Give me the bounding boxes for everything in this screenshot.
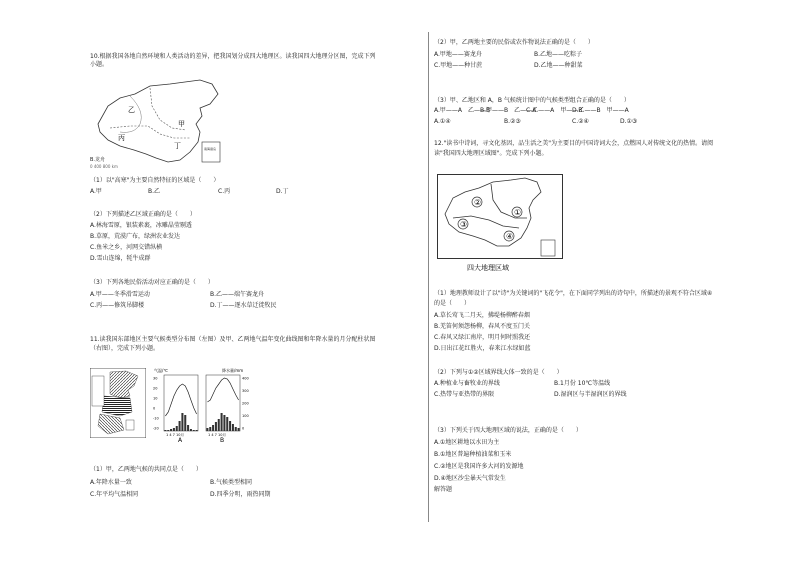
chart-b-month-axis: 1 4 7 10月 <box>208 433 226 437</box>
q10-s2-c: C.鱼米之乡，河网交错纵横 <box>90 244 163 251</box>
chart-a-bar <box>170 429 172 431</box>
mark-3: ③ <box>460 220 468 229</box>
chart-a-tick-label: -10 <box>153 416 159 421</box>
map-caption-2: 0 400 800 km <box>90 164 118 169</box>
chart-a-month-axis: 1 4 7 10月 <box>166 433 184 437</box>
chart-a-temp-curve <box>165 384 196 416</box>
climate-chart-b <box>202 366 258 444</box>
q11-s1-d: D.四季分明，雨热同期 <box>210 491 271 498</box>
q11-s3-b: B.甲——B 乙——A <box>480 107 537 114</box>
q10-s2-a: A.林海雪原，银装素裹，冰雕晶莹剔透 <box>90 222 192 229</box>
q11-stem-line1: 11.读我国东部地区主要气候类型分布图（左图）及甲、乙两地气温年变化曲线图和年降水量的月分配柱状图 <box>90 336 376 343</box>
chart-a-tick-label: 10 <box>153 396 158 401</box>
q12-s2-d: D.湿润区与半湿润区的界线 <box>554 391 627 398</box>
chart-a-bar <box>187 425 189 431</box>
q11-s3-opt-c: C.②④ <box>572 118 589 125</box>
q12-s3-stem: （3）下列关于四大地理区域的说法，正确的是（ ） <box>434 427 582 434</box>
inset-label: 南海诸岛 <box>204 147 217 151</box>
chart-b-tick-label: 0 <box>242 426 245 431</box>
q10-s3-c: C.丙——修筑吊脚楼 <box>90 302 145 309</box>
q12-stem-line2: 读"我国四大地理区域图"。完成下列小题。 <box>434 150 548 157</box>
climate-legend <box>92 376 104 406</box>
mark-2: ② <box>474 198 482 207</box>
q12-s3-b: B.①地区普遍种植油菜和玉米 <box>434 451 512 458</box>
climate-type-map <box>90 368 146 438</box>
q12-s2-c: C.热带与亚热带的界限 <box>434 391 495 398</box>
q10-s1-d: D.丁 <box>276 188 289 195</box>
chart-a-ylabel: 气温/℃ <box>154 368 168 373</box>
chart-b-bar <box>215 422 217 431</box>
q10-s3-d: D.丁——逐水草迁徙牧民 <box>210 302 277 309</box>
region-map-inset <box>541 240 555 256</box>
chart-b-bar <box>232 424 234 431</box>
chart-b-frame <box>206 375 240 431</box>
q11-s2-stem: （2）甲，乙两地主要的民俗或农作物说法正确的是（ ） <box>434 39 594 46</box>
q12-s1-a: A.草长莺飞二月天，拂堤杨柳醉春烟 <box>434 312 530 319</box>
chart-a-bar <box>167 430 169 431</box>
q10-s2-stem: （2）下列描述乙区域正确的是（ ） <box>90 211 196 218</box>
map-caption-1: B.龙舟 <box>90 157 106 163</box>
chart-b-caption: B <box>220 437 225 444</box>
chart-b-tick-label: 300 <box>242 389 249 393</box>
chart-a-bar <box>193 430 195 431</box>
chart-a-bar <box>179 421 181 431</box>
column-divider <box>428 32 429 522</box>
chart-a-caption: A <box>178 437 183 444</box>
chart-a-bar <box>190 429 192 431</box>
map-label-jia: 甲 <box>178 120 185 128</box>
q12-s3-a: A.①地区耕地以水田为主 <box>434 439 500 446</box>
answer-section-heading: 解答题 <box>434 486 453 493</box>
chart-b-bar <box>235 427 237 431</box>
q10-stem-line1: 10.根据我国各地自然环境和人类活动的差异，把我国划分成四大地理区。读我国四大地理分区图，完成下列 <box>90 53 376 60</box>
q12-s1-c: C.春风又绿江南岸，明月何时照我还 <box>434 334 531 341</box>
q10-s3-a: A.甲——冬季滑雪运动 <box>90 291 150 298</box>
chart-a-tick-label: 0 <box>153 406 156 411</box>
chart-b-bar <box>218 419 220 431</box>
q11-stem-line2: （右图），完成下列小题。 <box>90 345 160 352</box>
q11-s1-a: A.年降水量一致 <box>90 479 132 486</box>
chart-b-bar <box>221 413 223 431</box>
chart-a-tick-label: 30 <box>153 376 158 381</box>
q11-s3-stem: （3）甲、乙地区和 A，B 气候统计图中的气候类型组合正确的是（ ） <box>434 97 630 104</box>
chart-a-tick-label: 20 <box>153 386 158 391</box>
q11-s3-opt-a: A.①④ <box>434 118 451 125</box>
map-label-ding: 丁 <box>174 142 181 150</box>
map-label-yi: 乙 <box>128 106 135 114</box>
chart-a-bar <box>176 426 178 431</box>
q12-s1-stem: （1）地理教师设计了以"诗"为关键词的"飞花令"，在下面同学列出的诗句中，所描述的景观不符合区域④ <box>434 290 713 297</box>
china-regions-map <box>90 76 240 171</box>
mark-1: ① <box>514 208 522 217</box>
chart-b-bar <box>223 415 225 431</box>
chart-a-frame <box>164 375 198 431</box>
chart-b-bar <box>212 425 214 431</box>
q11-s3-c: C.乙——A 甲——B <box>526 107 583 114</box>
chart-a-bar <box>164 430 166 431</box>
chart-a-tick-label: -20 <box>153 426 159 431</box>
q12-s2-b: B.1月份 10℃等温线 <box>554 380 611 387</box>
chart-a-bar <box>184 415 186 431</box>
q10-s1-a: A.甲 <box>90 188 102 195</box>
chart-b-ylabel: 降水量/mm <box>222 368 244 373</box>
map-label-bing: 丙 <box>118 134 125 142</box>
q10-s1-stem: （1）以"高寒"为主要自然特征的区域是（ ） <box>90 177 220 184</box>
chart-b-bar <box>238 428 240 431</box>
climate-zone-central <box>102 396 132 416</box>
q11-s3-opt-d: D.①③ <box>620 118 638 125</box>
chart-b-bar <box>229 421 231 431</box>
climate-chart-a <box>152 366 204 444</box>
four-regions-map <box>437 174 563 272</box>
q11-s3-a: A.甲——A 乙——B <box>434 107 491 114</box>
q12-s1-stem2: 的是（ ） <box>434 300 471 307</box>
q11-s2-b: B.乙地——吃粽子 <box>534 51 583 58</box>
q11-s1-stem: （1）甲，乙两地气候的共同点是（ ） <box>90 466 202 473</box>
chart-b-temp-curve <box>207 378 238 402</box>
chart-b-tick-label: 200 <box>242 401 249 406</box>
chart-b-bar <box>209 427 211 431</box>
q11-s1-c: C.年平均气温相同 <box>90 491 139 498</box>
chart-a-bar <box>196 430 198 431</box>
q10-s1-b: B.乙 <box>148 188 161 195</box>
q11-s1-b: B.气候类型相同 <box>210 479 253 486</box>
q12-stem-line1: 12."读书中诗词，寻文化基因，品生活之美"为主要目的中国诗词大会，点燃国人对传统文化的热情。请阅 <box>434 140 714 147</box>
q10-s2-d: D.雪山连绵，牦牛成群 <box>90 255 151 262</box>
q11-s2-c: C.甲地——种甘蔗 <box>434 62 483 69</box>
q10-s2-b: B.草原，荒漠广布，绿洲农业发达 <box>90 233 181 240</box>
region-map-caption: 四大地理区域 <box>467 264 509 272</box>
chart-a-bar <box>173 428 175 431</box>
q11-s3-d: D.乙——B 甲——A <box>572 107 629 114</box>
chart-a-bar <box>181 413 183 431</box>
q10-s1-c: C.丙 <box>218 188 231 195</box>
q12-s3-c: C.②地区是我国许多大河的发源地 <box>434 463 524 470</box>
q12-s3-d: D.④地区沙尘暴天气常发生 <box>434 475 506 482</box>
q10-stem-line2: 小题。 <box>90 61 109 68</box>
q12-s1-b: B.羌笛何须怨杨柳，春风不度玉门关 <box>434 323 531 330</box>
chart-b-tick-label: 400 <box>242 376 249 381</box>
q10-s3-b: B.乙——端午赛龙舟 <box>210 291 265 298</box>
q10-s3-stem: （3）下列各地民俗活动对应正确的是（ ） <box>90 279 214 286</box>
q11-s2-d: D.乙地——种甜菜 <box>534 62 583 69</box>
south-sea-inset <box>202 142 220 162</box>
china-outline <box>98 80 218 162</box>
q11-s3-opt-b: B.②③ <box>504 118 521 125</box>
chart-b-bar <box>206 428 208 431</box>
q12-s2-stem: （2）下列与①②区域界线大体一致的是（ ） <box>434 369 563 376</box>
chart-b-bar <box>226 417 228 431</box>
mark-4: ④ <box>506 232 514 241</box>
climate-map-inset <box>126 420 134 430</box>
chart-b-tick-label: 100 <box>242 414 249 418</box>
q12-s1-d: D.日出江花红胜火，春来江水绿如蓝 <box>434 345 531 352</box>
q11-s2-a: A.甲地——赛龙舟 <box>434 51 482 58</box>
q12-s2-a: A.种植业与畜牧业的界线 <box>434 380 500 387</box>
